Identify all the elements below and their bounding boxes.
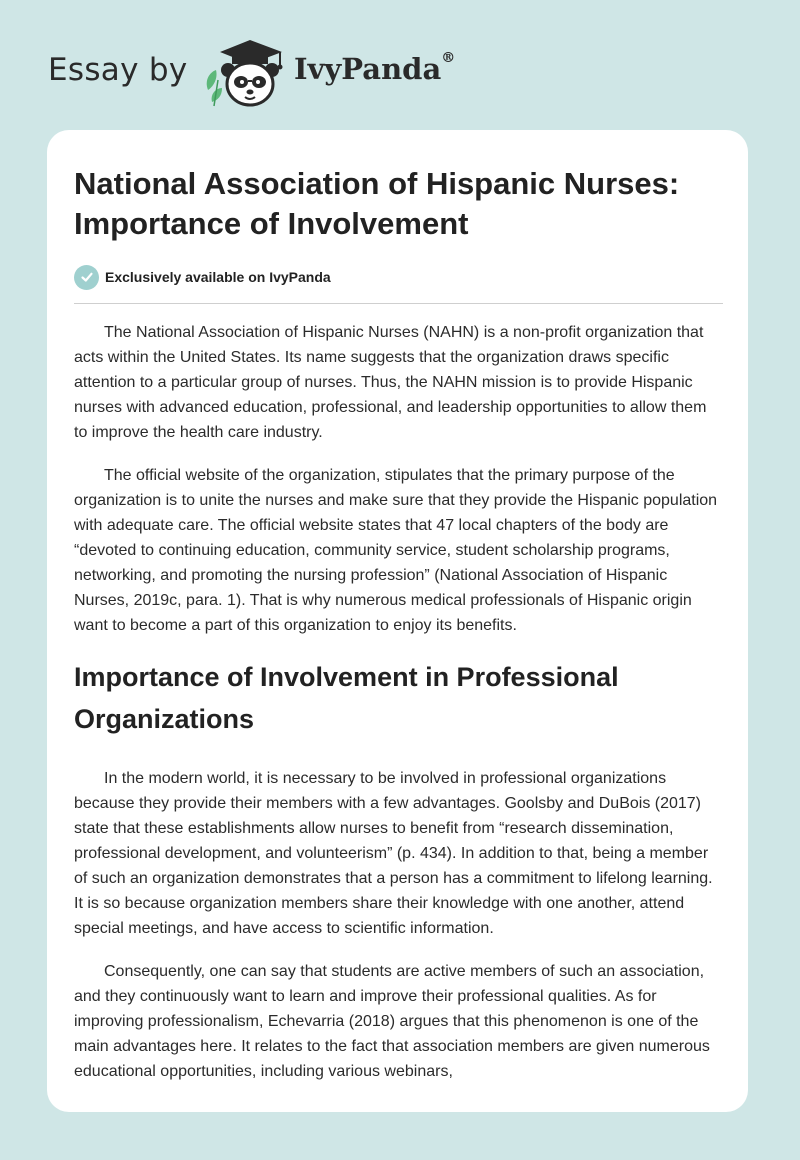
registered-mark: ® xyxy=(441,50,456,66)
paragraph: The National Association of Hispanic Nurses (NAHN) is a non-profit organization that acts within the United States. Its name suggests that the organization draws specific attention to a particular group of nurses. Thus, the NAHN mission is to provide Hispanic nurses with advanced education, professional, and leadership opportunities to allow them to improve the health care industry. xyxy=(74,324,707,441)
site-header xyxy=(48,30,748,110)
divider xyxy=(74,303,723,304)
section-heading: Importance of Involvement in Professional Organizations xyxy=(74,662,619,734)
brand-name[interactable] xyxy=(294,52,455,86)
article-title: National Association of Hispanic Nurses: Importance of Involvement xyxy=(74,166,680,241)
exclusive-badge-label: Exclusively available on IvyPanda xyxy=(105,269,331,285)
essay-by-label: Essay by xyxy=(48,52,188,88)
paragraph: In the modern world, it is necessary to be involved in professional organizations because they provide their members with a few advantages. Goolsby and DuBois (2017) state that these establishments allow nurses to benefit from “research dissemination, professional development, and volunteerism” (p. 434). In addition to that, being a member of such an organization demonstrates that a person has a commitment to lifelong learning. It is so because organization members share their knowledge with one another, attend special meetings, and have access to scientific information. xyxy=(74,770,713,937)
check-circle-icon xyxy=(74,265,99,290)
article-body xyxy=(74,320,723,1102)
panda-graduate-icon[interactable] xyxy=(202,36,288,110)
paragraph: The official website of the organization, stipulates that the primary purpose of the organization is to unite the nurses and make sure that they provide the Hispanic population with adequate care. The official website states that 47 local chapters of the body are “devoted to continuing education, community service, student scholarship programs, networking, and promoting the nursing profession” (National Association of Hispanic Nurses, 2019c, para. 1). That is why numerous medical professionals of Hispanic origin want to become a part of this organization to enjoy its benefits. xyxy=(74,467,718,634)
brand-name-text: IvyPanda xyxy=(294,52,442,86)
article-card xyxy=(47,130,748,1112)
paragraph: Consequently, one can say that students are active members of such an association, and they continuously want to learn and improve their professional qualities. As for improving professionalism, Echevarria (2018) argues that this phenomenon is one of the main advantages here. It relates to the fact that association members are given numerous educational opportunities, including various webinars, xyxy=(74,963,710,1080)
exclusive-badge xyxy=(74,264,331,290)
